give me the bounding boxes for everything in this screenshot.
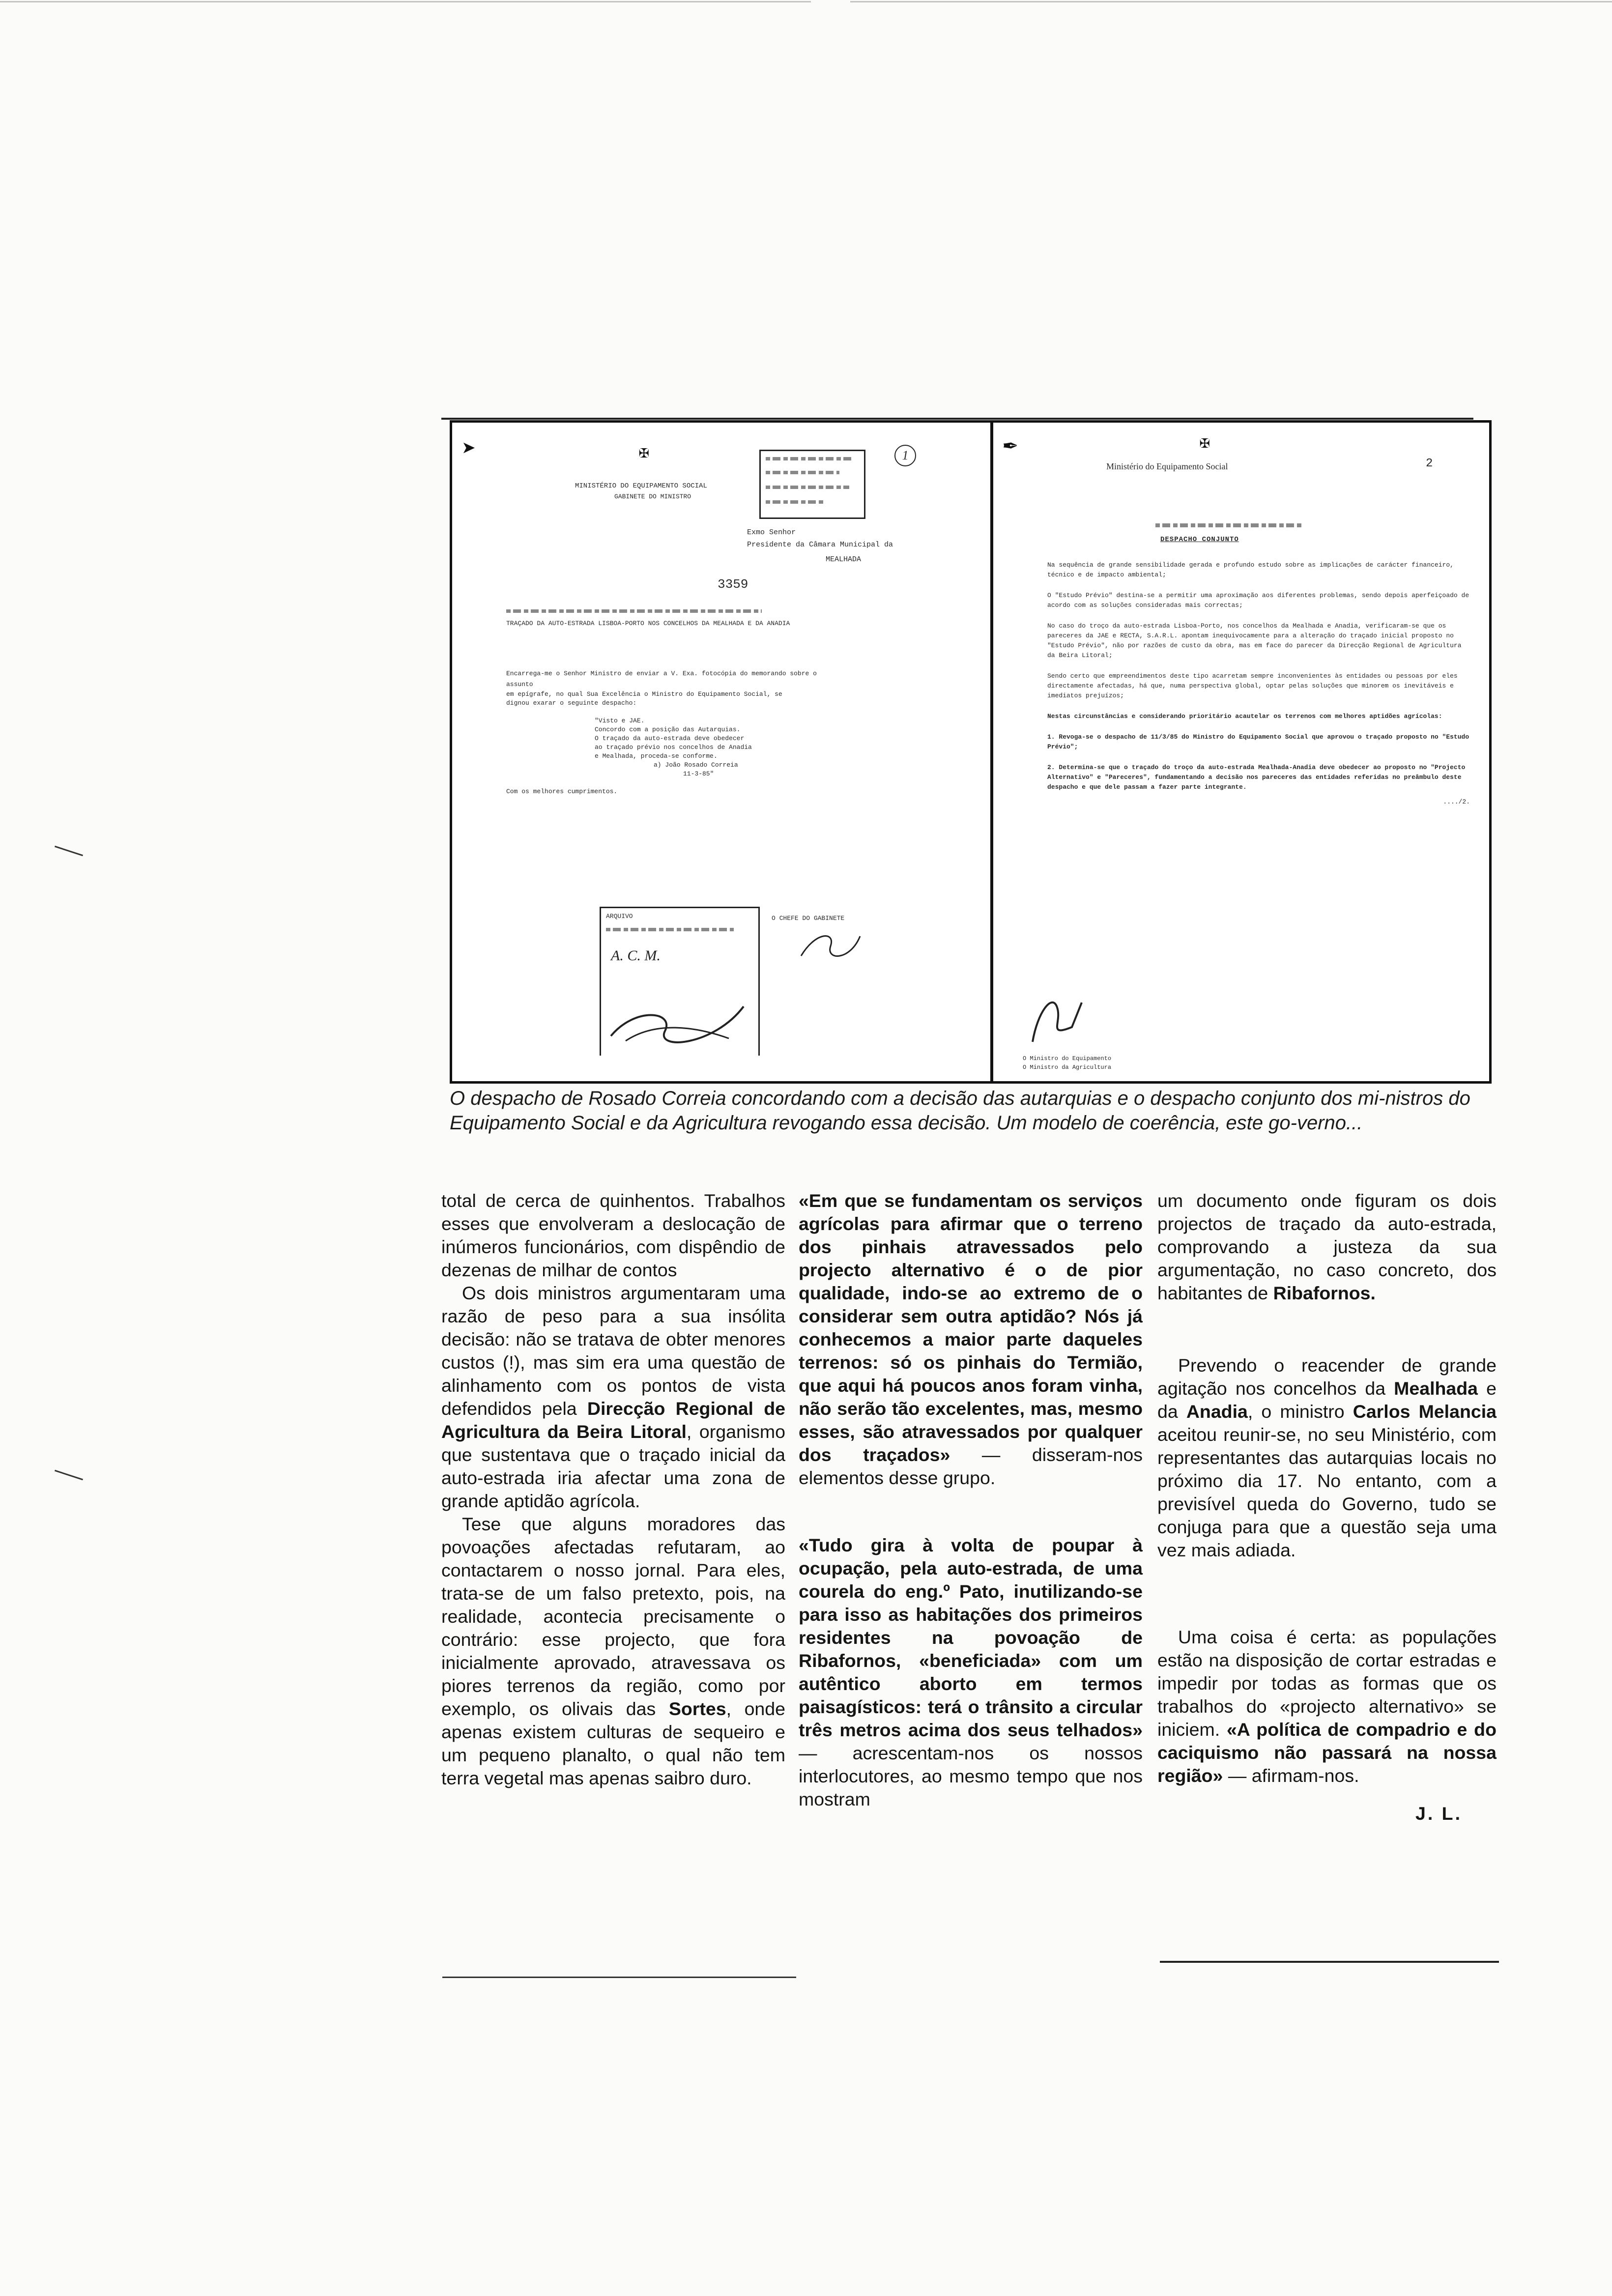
corner-mark-icon: ✒: [1003, 432, 1017, 459]
bold-quote: «Em que se fundamentam os serviços agrícolas para afirmar que o terreno dos pinhais atravessados pelo projecto alternativo é o de pior qualidade, indo-se ao extremo de o considerar sem outra aptidão? Nós já conhecemos a maior parte daqueles terrenos: só os pinhais do Termião, que aqui há poucos anos foram vinha, não serão tão excelentes, mas, mesmo esses, são atravessados por qualquer dos traçados»: [799, 1190, 1143, 1465]
addressee-line: Presidente da Câmara Municipal da: [747, 541, 893, 549]
text-run: e da: [1157, 1378, 1497, 1422]
article-column-3: [1157, 1189, 1497, 1825]
handwritten-signature-icon: [606, 992, 753, 1051]
bold-text-run: Direcção Regional de Agricultura da Beira Litoral: [441, 1398, 785, 1442]
paragraph: [1157, 1189, 1497, 1305]
photo-top-rule: [441, 418, 1473, 420]
text-run: — afirmam-nos.: [1223, 1765, 1359, 1786]
text-run: aceitou reunir-se, no seu Ministério, com representantes das autarquias locais no próximo dia 17. No entanto, com a previsível queda do Governo, tudo se conjuga para que a questão seja uma vez mais adiada.: [1157, 1424, 1497, 1560]
body-line: em epígrafe, no qual Sua Excelência o Ministro do Equipamento Social, se: [506, 690, 782, 698]
dispatch-paragraph: Sendo certo que empreendimentos deste tipo acarretam sempre inconvenientes às entidades ou pessoas por eles directamente afectadas, há que, numa perspectiva global, optar pelas soluções que minorem os inevitáveis e imediatos prejuízos;: [1047, 672, 1458, 699]
signer-line: O Ministro da Agricultura: [1023, 1064, 1112, 1071]
dispatch-paragraph: Nestas circunstâncias e considerando prioritário acautelar os terrenos com melhores aptidões agrícolas:: [1047, 713, 1442, 720]
bold-quote: «Tudo gira à volta de poupar à ocupação, pela auto-estrada, de uma courela do eng.º Pato, inutilizando-se para isso as habitações dos primeiros residentes na povoação de Ribafornos, «beneficiada» com um autêntico aborto em termos paisagísticos: terá o trânsito a circular três metros acima dos seus telhados»: [799, 1535, 1143, 1740]
text-run: , organismo que sustentava que o traçado inicial da auto-estrada iria afectar uma zona de grande aptidão agrícola.: [441, 1421, 785, 1511]
dispatch-paragraph: Na sequência de grande sensibilidade gerada e profundo estudo sobre as implicações de carácter financeiro, técnico e de impacto ambiental;: [1047, 561, 1454, 578]
body-line: e Mealhada, proceda-se conforme.: [595, 752, 718, 760]
text-run: Tese que alguns moradores das povoações afectadas refutaram, ao contactarem o nosso jornal. Para eles, trata-se de um falso pretexto, pois, na realidade, acontecia precisamente o contrário: esse projecto, que fora inicialmente aprovado, atravessava os piores terrenos da região, como por exemplo, os olivais das: [441, 1514, 785, 1719]
bold-text-run: Sortes: [668, 1698, 726, 1719]
dispatch-paragraph: O "Estudo Prévio" destina-se a permitir uma aproximação aos diferentes problemas, sendo depois aperfeiçoado de acordo com as soluções consideradas mais correctas;: [1047, 592, 1469, 609]
body-line: 11-3-85": [683, 770, 714, 777]
article-column-2: [799, 1189, 1143, 1811]
coat-of-arms-icon: ✠: [639, 444, 649, 463]
signer-line: O Ministro do Equipamento: [1023, 1055, 1112, 1062]
paragraph: [441, 1513, 785, 1790]
document-title: DESPACHO CONJUNTO: [1160, 536, 1239, 544]
body-line: O traçado da auto-estrada deve obedecer: [595, 735, 745, 742]
body-line: Com os melhores cumprimentos.: [506, 788, 618, 795]
body-line: "Visto e JAE.: [595, 717, 645, 724]
reference-number: 3359: [718, 577, 748, 592]
body-line: ao traçado prévio nos concelhos de Anadia: [595, 744, 752, 751]
subject-line: TRAÇADO DA AUTO-ESTRADA LISBOA-PORTO NOS CONCELHOS DA MEALHADA E DA ANADIA: [506, 620, 790, 627]
bold-text-run: Anadia: [1186, 1401, 1248, 1422]
article-column-1: [441, 1189, 785, 1790]
dispatch-paragraph: 2. Determina-se que o traçado do troço da auto-estrada Mealhada-Anadia deve obedecer ao proposto no "Projecto Alternativo" e "Pareceres", fundamentando a decisão nos pareceres das entidades referidas no preâmbulo deste despacho e que dele passam a fazer parte integrante.: [1047, 764, 1466, 791]
bold-text-run: «A política de compadrio e do caciquismo não passará na nossa região»: [1157, 1719, 1497, 1786]
archive-stamp-label: ARQUIVO: [606, 913, 633, 920]
minister-signature-icon: [1023, 983, 1087, 1052]
office-header: GABINETE DO MINISTRO: [614, 493, 691, 500]
paragraph: [1157, 1354, 1497, 1562]
text-run: — acrescentam-nos os nossos interlocutores, ao mesmo tempo que nos mostram: [799, 1743, 1143, 1809]
coat-of-arms-icon: ✠: [1200, 434, 1210, 453]
margin-mark: [55, 846, 83, 856]
dispatch-paragraph: 1. Revoga-se o despacho de 11/3/85 do Ministro do Equipamento Social que aprovou o traçado proposto no "Estudo Prévio";: [1047, 733, 1469, 750]
addressee-line: Exmo Senhor: [747, 528, 796, 537]
scan-edge-line: [0, 1, 811, 2]
quote-paragraph: [799, 1189, 1143, 1490]
archive-stamp: [600, 907, 760, 1056]
body-line: dignou exarar o seguinte despacho:: [506, 699, 637, 707]
author-signature: J. L.: [1415, 1803, 1462, 1824]
text-run: um documento onde figuram os dois projectos de traçado da auto-estrada, comprovando a justeza da sua argumentação, no caso concreto, dos habitantes de: [1157, 1190, 1497, 1303]
column-end-rule: [1160, 1961, 1499, 1963]
scan-edge-line: [850, 1, 1612, 2]
addressee-line: MEALHADA: [826, 555, 862, 564]
text-run: Os dois ministros argumentaram uma razão de peso para a sua insólita decisão: não se tratava de obter menores custos (!), mas sim era uma questão de alinhamento com os pontos de vista defendidos pela: [441, 1283, 785, 1419]
continuation-mark: ..../2.: [1443, 798, 1470, 805]
bold-text-run: Ribafornos.: [1273, 1283, 1376, 1303]
ministry-header: Ministério do Equipamento Social: [1106, 461, 1228, 471]
body-line: a) João Rosado Correia: [654, 761, 738, 769]
paragraph: [1157, 1626, 1497, 1787]
paragraph: total de cerca de quinhentos. Trabalhos esses que envolveram a deslocação de inúmeros funcionários, com dispêndio de dezenas de milhar de contos: [441, 1190, 785, 1280]
margin-mark: [55, 1470, 83, 1480]
quote-paragraph: [799, 1534, 1143, 1811]
left-document: [452, 423, 983, 1081]
text-run: Uma coisa é certa: as populações estão na disposição de cortar estradas e impedir por todas as formas que os trabalhos do «projecto alternativo» se iniciem.: [1157, 1627, 1497, 1740]
dispatch-paragraph: No caso do troço da auto-estrada Lisboa-Porto, nos concelhos da Mealhada e Anadia, verificaram-se que os pareceres da JAE e RECTA, S.A.R.L. apontam inequivocamente para a alteração do traçado inicial proposto no "Estudo Prévio", não por razões de custo da obra, mas em face do parecer da Direcção Regional de Agricultura da Beira Litoral;: [1047, 622, 1462, 659]
column-end-rule: [442, 1977, 796, 1978]
reception-stamp: [759, 450, 865, 519]
chief-signature-icon: [796, 926, 865, 966]
paragraph: [441, 1282, 785, 1513]
body-line: Concordo com a posição das Autarquias.: [595, 726, 741, 733]
bold-text-run: Carlos Melancia: [1353, 1401, 1497, 1422]
body-line: Encarrega-me o Senhor Ministro de enviar a V. Exa. fotocópia do memorando sobre o assunto: [506, 670, 817, 688]
bold-text-run: Mealhada: [1394, 1378, 1478, 1399]
page-number-circle: 1: [894, 445, 916, 466]
photo-caption: O despacho de Rosado Correia concordando com a decisão das autarquias e o despacho conjunto dos mi-nistros do Equipamento Social e da Agricultura revogando essa decisão. Um modelo de coerência, este go-verno...: [450, 1088, 1470, 1134]
right-document: [990, 423, 1492, 1081]
corner-mark-icon: ➤: [462, 437, 476, 464]
text-run: Prevendo o reacender de grande agitação nos concelhos da: [1157, 1355, 1497, 1399]
text-run: — disseram-nos elementos desse grupo.: [799, 1444, 1143, 1488]
chief-of-office-label: O CHEFE DO GABINETE: [772, 915, 845, 922]
document-photo: [450, 420, 1492, 1084]
page-mark: 2: [1426, 457, 1433, 470]
handwritten-note: A. C. M.: [611, 947, 661, 964]
ministry-header: MINISTÉRIO DO EQUIPAMENTO SOCIAL: [575, 482, 707, 490]
text-run: , o ministro: [1247, 1401, 1353, 1422]
text-run: , onde apenas existem culturas de sequeiro e um pequeno planalto, o qual não tem terra vegetal mas apenas saibro duro.: [441, 1698, 786, 1788]
